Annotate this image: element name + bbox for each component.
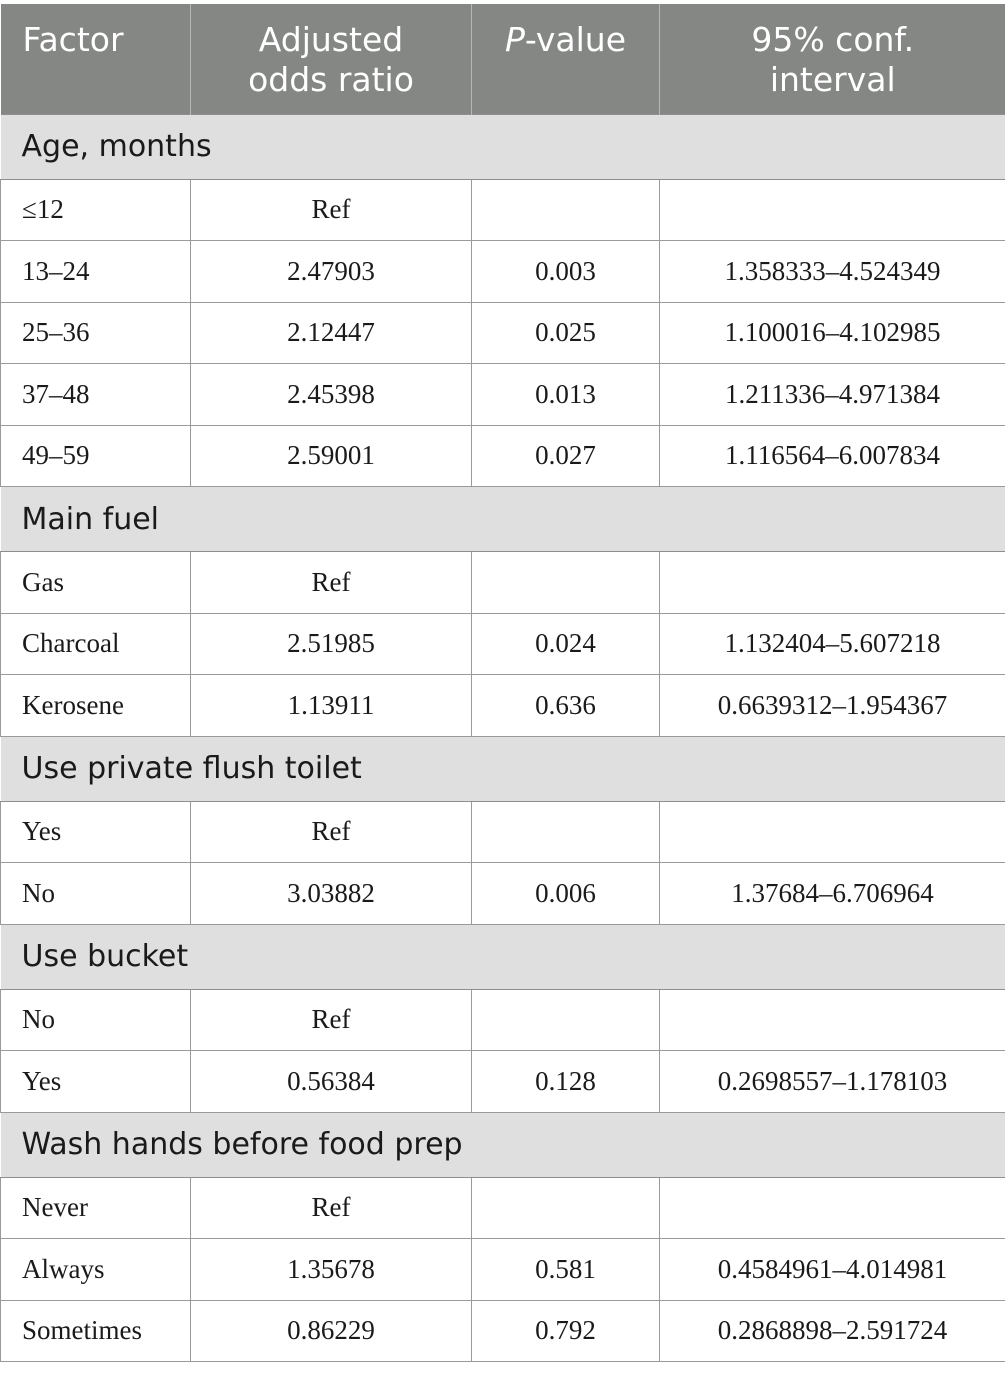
p-value-cell: 0.013: [472, 364, 660, 426]
p-value-cell: [472, 1177, 660, 1239]
factor-cell: No: [1, 989, 191, 1051]
header-ci-line1: 95% conf.: [751, 20, 915, 59]
p-value-cell: 0.006: [472, 863, 660, 925]
conf-interval-cell: 1.116564–6.007834: [660, 425, 1005, 487]
table-row: [1, 1051, 1005, 1113]
odds-ratio-cell: Ref: [191, 989, 472, 1051]
group-title: Use private flush toilet: [1, 736, 1005, 801]
table-row: [1, 801, 1005, 863]
table-row: [1, 989, 1005, 1051]
table-header: [1, 4, 1005, 114]
conf-interval-cell: [660, 989, 1005, 1051]
conf-interval-cell: 1.358333–4.524349: [660, 241, 1005, 303]
odds-ratio-cell: 3.03882: [191, 863, 472, 925]
group-row: [1, 736, 1005, 801]
header-p-rest: -value: [524, 20, 627, 59]
p-value-cell: 0.003: [472, 241, 660, 303]
table-row: [1, 425, 1005, 487]
factor-cell: Yes: [1, 1051, 191, 1113]
p-value-cell: 0.636: [472, 675, 660, 737]
p-value-cell: 0.027: [472, 425, 660, 487]
group-title: Wash hands before food prep: [1, 1112, 1005, 1177]
factor-cell: Yes: [1, 801, 191, 863]
p-value-cell: [472, 989, 660, 1051]
p-value-cell: 0.025: [472, 302, 660, 364]
conf-interval-cell: [660, 552, 1005, 614]
group-title: Age, months: [1, 114, 1005, 179]
table-row: [1, 552, 1005, 614]
group-row: [1, 487, 1005, 552]
odds-ratio-cell: 2.45398: [191, 364, 472, 426]
factor-cell: ≤12: [1, 179, 191, 241]
table-row: [1, 863, 1005, 925]
factor-cell: Always: [1, 1239, 191, 1301]
table-row: [1, 613, 1005, 675]
factor-cell: 13–24: [1, 241, 191, 303]
table-row: [1, 1239, 1005, 1301]
header-odds-line1: Adjusted: [258, 20, 404, 59]
header-odds-line2: odds ratio: [248, 60, 414, 99]
group-row: [1, 114, 1005, 179]
table-row: [1, 179, 1005, 241]
header-p-italic: P: [504, 20, 525, 59]
header-conf-interval: [660, 4, 1005, 114]
header-row: [1, 4, 1005, 114]
header-factor: [1, 4, 191, 114]
factor-cell: Gas: [1, 552, 191, 614]
header-p-value: [472, 4, 660, 114]
header-ci-line2: interval: [769, 60, 896, 99]
odds-ratio-cell: Ref: [191, 1177, 472, 1239]
conf-interval-cell: 0.4584961–4.014981: [660, 1239, 1005, 1301]
conf-interval-cell: [660, 1177, 1005, 1239]
conf-interval-cell: 1.132404–5.607218: [660, 613, 1005, 675]
table-row: [1, 302, 1005, 364]
odds-ratio-cell: Ref: [191, 552, 472, 614]
odds-ratio-cell: 1.13911: [191, 675, 472, 737]
group-title: Use bucket: [1, 924, 1005, 989]
p-value-cell: [472, 801, 660, 863]
header-factor-label: Factor: [22, 20, 124, 59]
conf-interval-cell: 0.6639312–1.954367: [660, 675, 1005, 737]
odds-ratio-cell: 0.56384: [191, 1051, 472, 1113]
p-value-cell: [472, 552, 660, 614]
conf-interval-cell: [660, 801, 1005, 863]
table-row: [1, 364, 1005, 426]
odds-ratio-cell: Ref: [191, 801, 472, 863]
conf-interval-cell: 0.2868898–2.591724: [660, 1300, 1005, 1362]
p-value-cell: 0.024: [472, 613, 660, 675]
factor-cell: 25–36: [1, 302, 191, 364]
group-row: [1, 1112, 1005, 1177]
group-row: [1, 924, 1005, 989]
odds-ratio-cell: 2.59001: [191, 425, 472, 487]
factor-cell: Sometimes: [1, 1300, 191, 1362]
odds-ratio-cell: Ref: [191, 179, 472, 241]
factor-cell: 49–59: [1, 425, 191, 487]
table-body: [1, 114, 1005, 1362]
p-value-cell: 0.792: [472, 1300, 660, 1362]
odds-ratio-cell: 1.35678: [191, 1239, 472, 1301]
odds-ratio-table: [0, 4, 1005, 1362]
conf-interval-cell: 1.100016–4.102985: [660, 302, 1005, 364]
table-row: [1, 241, 1005, 303]
p-value-cell: [472, 179, 660, 241]
conf-interval-cell: 0.2698557–1.178103: [660, 1051, 1005, 1113]
odds-ratio-cell: 2.12447: [191, 302, 472, 364]
header-odds-ratio: [191, 4, 472, 114]
odds-ratio-cell: 2.51985: [191, 613, 472, 675]
p-value-cell: 0.581: [472, 1239, 660, 1301]
conf-interval-cell: 1.211336–4.971384: [660, 364, 1005, 426]
factor-cell: No: [1, 863, 191, 925]
factor-cell: Charcoal: [1, 613, 191, 675]
factor-cell: Never: [1, 1177, 191, 1239]
group-title: Main fuel: [1, 487, 1005, 552]
factor-cell: Kerosene: [1, 675, 191, 737]
table-row: [1, 1177, 1005, 1239]
table-row: [1, 675, 1005, 737]
p-value-cell: 0.128: [472, 1051, 660, 1113]
conf-interval-cell: 1.37684–6.706964: [660, 863, 1005, 925]
conf-interval-cell: [660, 179, 1005, 241]
odds-ratio-cell: 0.86229: [191, 1300, 472, 1362]
table-row: [1, 1300, 1005, 1362]
factor-cell: 37–48: [1, 364, 191, 426]
odds-ratio-cell: 2.47903: [191, 241, 472, 303]
